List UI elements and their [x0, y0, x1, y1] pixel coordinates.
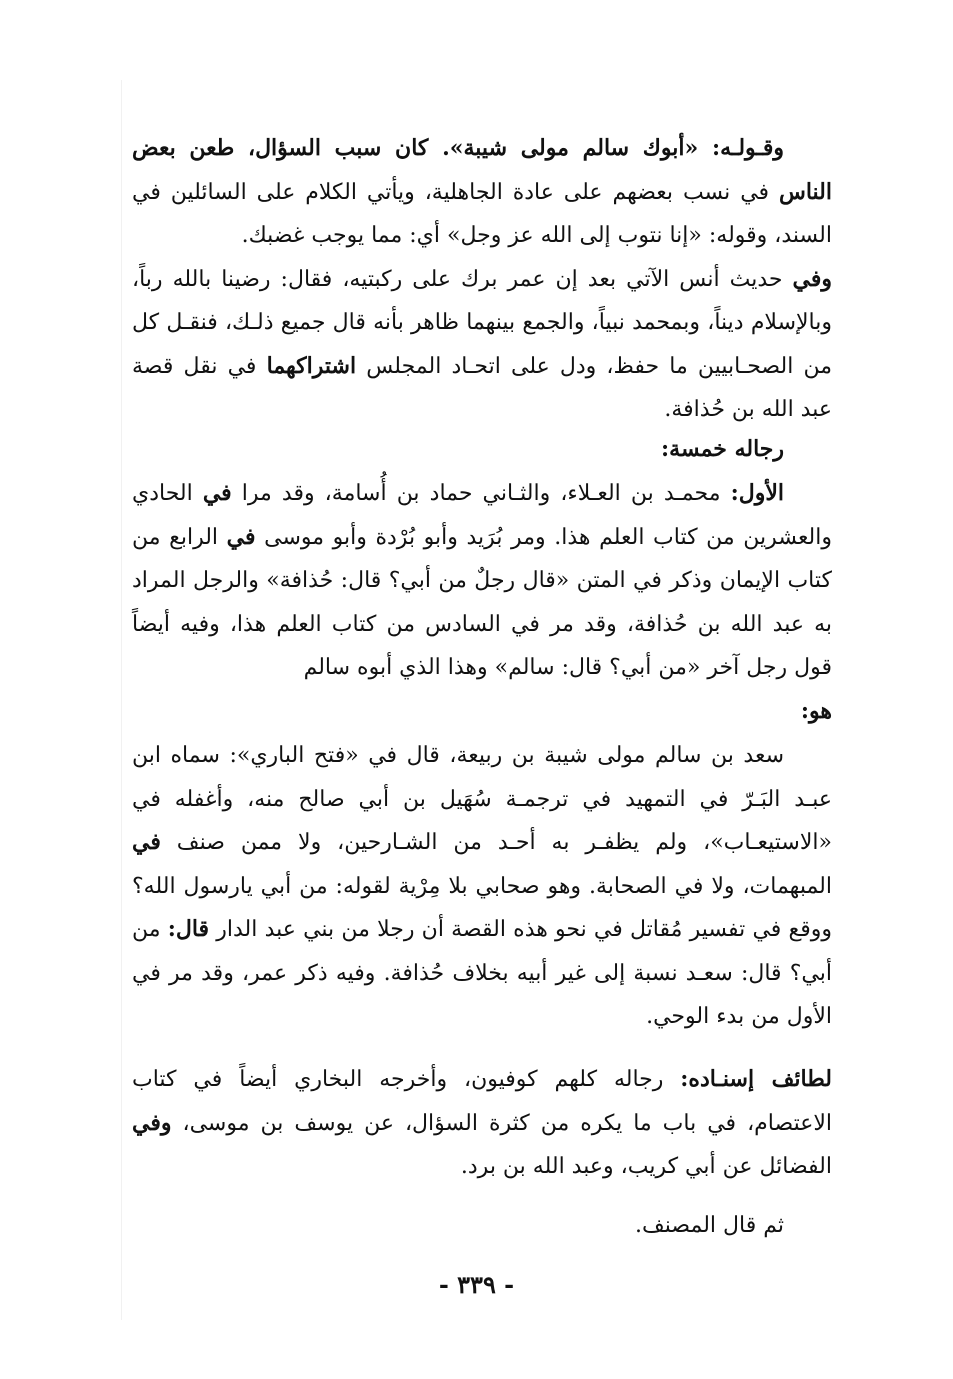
intro-body-3: في نقل قصة عبد الله بن حُذافة.	[132, 353, 832, 422]
lataif-body-1: رجاله كلهم كوفيون، وأخرجه البخاري أيضاً في كتاب الاعتصام، في باب ما يكره من كثرة السؤال، عن يوسف بن موسى،	[132, 1067, 832, 1136]
saad-body-3: من أبي؟ قال: سعـد نسبة إلى غير أبيه بخلاف حُذافة. وفيه ذكر عمر، وقد مر في الأول من بدء الوحي.	[132, 917, 832, 1029]
first-text	[132, 472, 832, 733]
first-body-1: محمـد بن العـلاء، والثـاني حماد بن أُسامة، وقد مرا	[231, 481, 731, 506]
closing-text: ثم قال المصنف.	[635, 1213, 784, 1238]
first-fi-1: في	[202, 480, 232, 506]
intro-text	[132, 127, 832, 432]
lataif-label: لطائف إسنـاده:	[680, 1066, 832, 1092]
first-body-3: الرابع من كتاب الإيمان وذكر في المتن «قال رجلٌ من أبي؟ قال: حُذافة» والرجل المراد به عبد الله بن حُذافة، وقد مر في السادس من كتاب العلم هذا، وفيه أيضاً قول رجل آخر «من أبي؟ قال: سالم» وهذا الذي أبوه سالم	[132, 524, 832, 680]
page-edge-shadow	[121, 80, 122, 1320]
first-narrator-paragraph	[132, 472, 832, 733]
saad-fi: في	[132, 829, 161, 855]
saad-body-1: سعد بن سالم مولى شيبة بن ربيعة، قال في «فتح الباري»: سماه ابن عبـد البَـرّ في التمهيد في ترجمـة سُهَيل بن أبي صالح منه، وأغفله في «الاستيعـاب»، ولم يظفـر به أحـد من الشـارحين، ولا ممن صنف	[132, 743, 832, 855]
lataif-paragraph	[132, 1058, 832, 1189]
first-huwa: هو:	[800, 697, 832, 724]
saad-body-2: المبهمات، ولا في الصحابة. وهو صحابي بلا مِرْية لقوله: من أبي يارسول الله؟ ووقع في تفسير مُقاتل في نحو هذه القصة أن رجلا من بني عبد الدار	[132, 873, 832, 942]
intro-lead: وقـولـه: «أبوك سالم مولى شيبة». كان سبب السؤال، طعن بعض الناس	[132, 135, 832, 205]
saad-paragraph	[132, 734, 832, 1039]
lataif-body-2: الفضائل عن أبي كريب، وعبد الله بن برد.	[460, 1154, 832, 1179]
lataif-wafi: وفي	[132, 1109, 172, 1136]
intro-wafi: وفي	[792, 265, 832, 292]
intro-body-2: حديث أنس الآتي بعد إن عمر برك على ركبتيه، فقال: رضينا بالله رباً، وبالإسلام ديناً، وبمحمد نبياً، والجمع بينهما ظاهر بأنه قال جميع ذلـك، فنقـل كل من الصحـابيين ما حفظ، ودل على اتحـاد المجلس	[132, 266, 832, 379]
page-number: - ٣٣٩ -	[438, 1270, 515, 1299]
first-body-2: الحادي والعشرين من كتاب العلم هذا. ومر بُرَيد وأبو بُرْدة وأبو موسى	[132, 481, 832, 550]
intro-paragraph	[132, 127, 832, 432]
intro-ishtirak: اشتراكهما	[266, 352, 357, 379]
saad-qala: قال:	[167, 916, 210, 942]
closing-line	[132, 1204, 832, 1248]
lataif-text	[132, 1058, 832, 1189]
first-fi-2: في	[226, 523, 256, 550]
first-label: الأول:	[730, 480, 784, 506]
saad-text	[132, 734, 832, 1039]
rijal-heading: رجاله خمسة:	[661, 436, 784, 462]
intro-body-1: في نسب بعضهم على عادة الجاهلية، ويأتي الكلام على السائلين في السند، وقوله: «إنا نتوب إلى الله عز وجل» أي: مما يوجب غضبك.	[132, 179, 832, 248]
